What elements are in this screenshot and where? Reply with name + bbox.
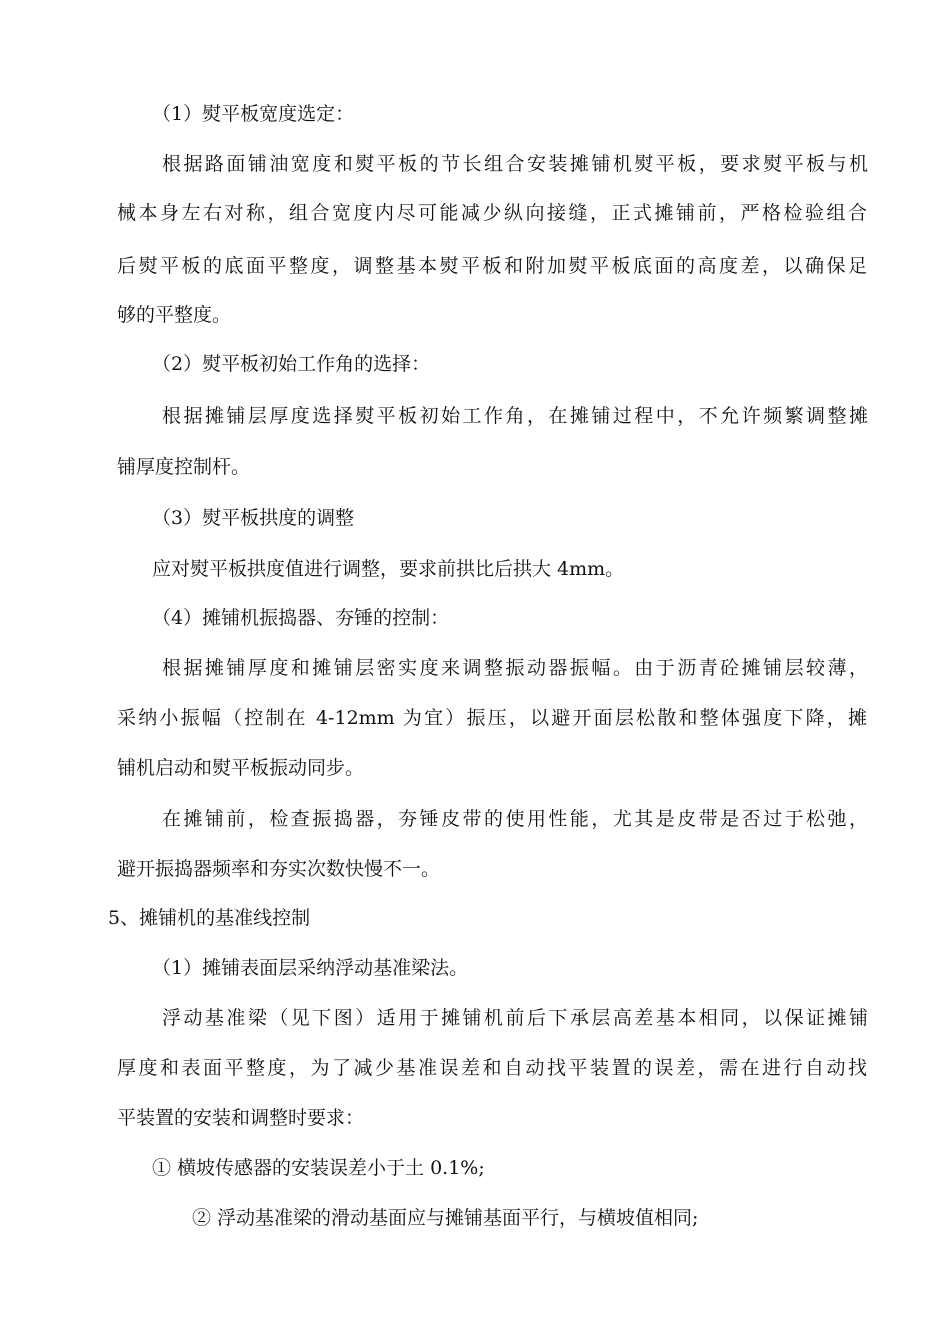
subheading-floating-beam: （1）摊铺表面层采纳浮动基准梁法。 — [152, 957, 469, 979]
paragraph-line: 械本身左右对称，组合宽度内尽可能减少纵向接缝，正式摊铺前，严格检验组合 — [117, 202, 867, 224]
paragraph-line: 在摊铺前，检查振捣器，夯锤皮带的使用性能，尤其是皮带是否过于松弛， — [162, 808, 868, 830]
subheading-screed-angle: （2）熨平板初始工作角的选择： — [152, 353, 431, 375]
paragraph-line: 根据摊铺厚度和摊铺层密实度来调整振动器振幅。由于沥青砼摊铺层较薄， — [162, 657, 868, 679]
paragraph-line: 平装置的安装和调整时要求： — [117, 1107, 365, 1129]
paragraph-line: 浮动基准梁（见下图）适用于摊铺机前后下承层高差基本相同，以保证摊铺 — [162, 1007, 868, 1029]
subheading-screed-width: （1）熨平板宽度选定： — [152, 103, 355, 125]
paragraph-line: 厚度和表面平整度，为了减少基准误差和自动找平装置的误差，需在进行自动找 — [117, 1057, 867, 1079]
paragraph-line: 后熨平板的底面平整度，调整基本熨平板和附加熨平板底面的高度差，以确保足 — [117, 255, 867, 277]
paragraph-line: 采纳小振幅（控制在 4-12mm 为宜）振压，以避开面层松散和整体强度下降，摊 — [117, 707, 867, 729]
paragraph-line: 根据路面铺油宽度和熨平板的节长组合安装摊铺机熨平板，要求熨平板与机 — [162, 153, 868, 175]
paragraph-line: 应对熨平板拱度值进行调整，要求前拱比后拱大 4mm。 — [152, 558, 625, 580]
paragraph-line: 铺厚度控制杆。 — [117, 456, 251, 478]
section-heading-baseline-control: 5、摊铺机的基准线控制 — [108, 907, 311, 929]
paragraph-line: 够的平整度。 — [117, 304, 232, 326]
list-item-1: ① 横坡传感器的安装误差小于土 0.1%; — [152, 1157, 485, 1179]
list-item-2: ② 浮动基准梁的滑动基面应与摊铺基面平行，与横坡值相同; — [192, 1207, 699, 1229]
paragraph-line: 避开振捣器频率和夯实次数快慢不一。 — [117, 858, 441, 880]
subheading-vibrator-tamper: （4）摊铺机振捣器、夯锤的控制： — [152, 607, 450, 629]
paragraph-line: 根据摊铺层厚度选择熨平板初始工作角，在摊铺过程中，不允许频繁调整摊 — [162, 405, 868, 427]
subheading-screed-crown: （3）熨平板拱度的调整 — [152, 507, 355, 529]
paragraph-line: 铺机启动和熨平板振动同步。 — [117, 757, 365, 779]
